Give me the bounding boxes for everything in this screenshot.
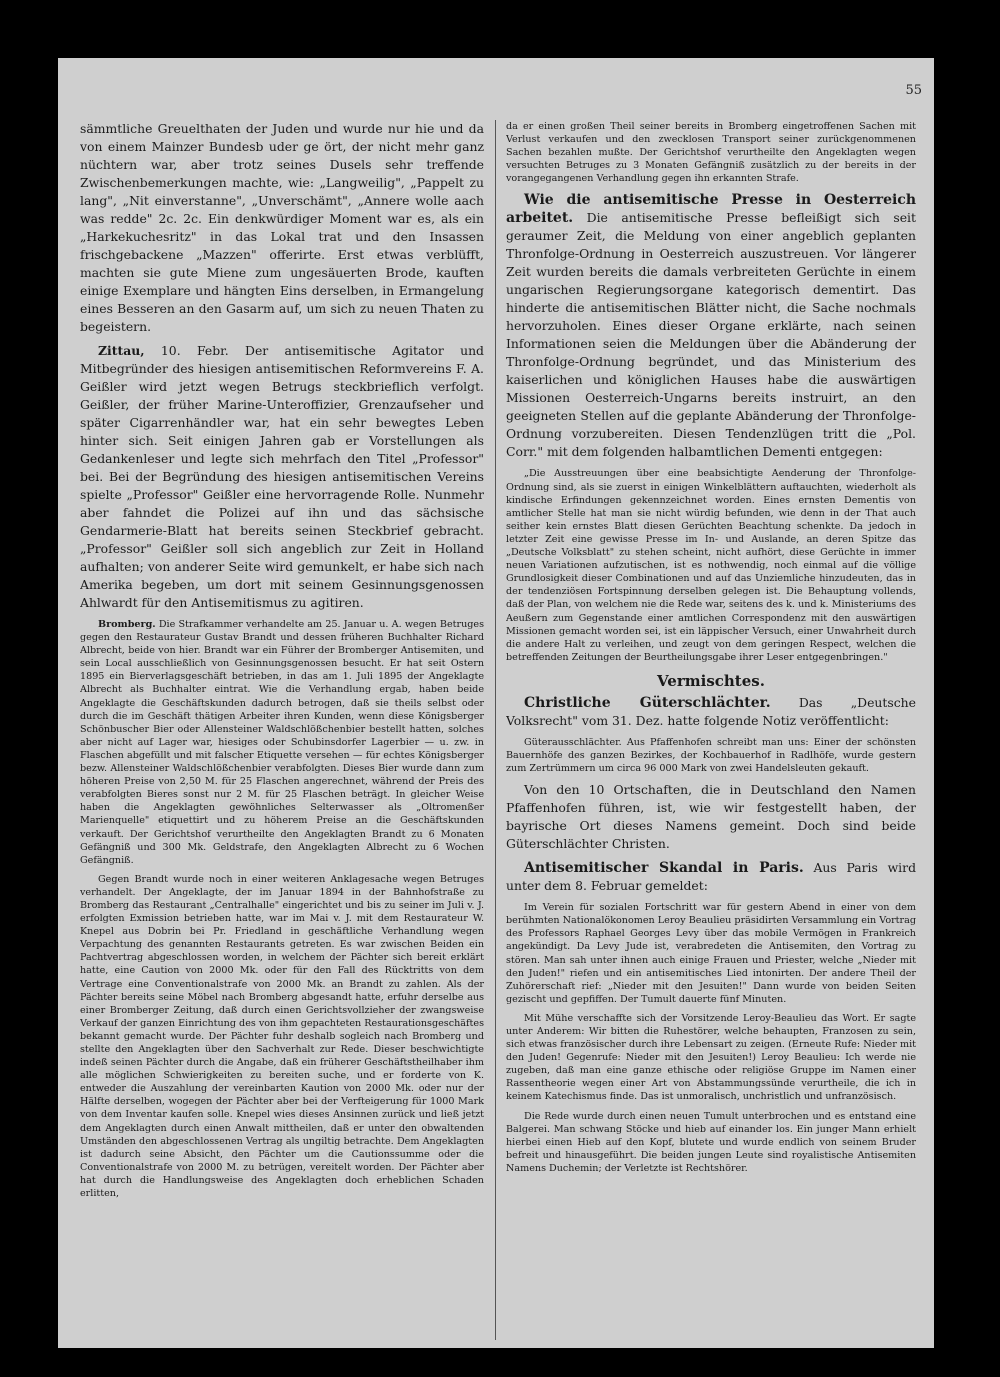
article-bromberg xyxy=(80,618,484,867)
article-text: Die antisemitische Presse befleißigt sich seit geraumer Zeit, die Meldung von einer angeblich geplanten Thronfolge-Ordnung in Oesterreich auszustreuen. Vor längerer Zeit wurden bereits die damals verbreiteten Gerüchte in einem ungarischen Regierungsorgane kategorisch dementirt. Das hinderte die antisemitischen Blätter nicht, die Sache nochmals hervorzuholen. Eines dieser Organe erklärte, nach seinen Informationen seien die Meldungen über die Abänderung der Thronfolge-Ordnung begründet, und das Ministerium des kaiserlichen und königlichen Hauses habe die auswärtigen Missionen Oesterreich-Ungarns bereits instruirt, an den geeigneten Stellen auf die geplante Abänderung der Thronfolge-Ordnung vorzubereiten. Diesen Tendenzlügen tritt die „Pol. Corr." mit dem folgenden halbamtlichen Dementi entgegen: xyxy=(506,210,916,460)
article-paris xyxy=(506,859,916,895)
article-christ xyxy=(506,694,916,730)
article-text: 10. Febr. Der antisemitische Agitator und Mitbegründer des hiesigen antisemitischen Reformvereins F. A. Geißler wird jetzt wegen Betrugs steckbrieflich verfolgt. Geißler, der früher Marine-Unteroffizier, Grenzaufseher und später Cigarrenhändler war, hat ein sehr bewegtes Leben hinter sich. Seit einigen Jahren gab er Vorstellungen als Gedankenleser und legte sich mehrfach den Titel „Professor" bei. Bei der Begründung des hiesigen antisemitischen Vereins spielte „Professor" Geißler eine hervorragende Rolle. Nunmehr aber fahndet die Polizei auf ihn und das sächsische Gendarmerie-Blatt hat bereits seinen Steckbrief gebracht. „Professor" Geißler soll sich angeblich zur Zeit in Holland aufhalten; von anderer Seite wird gemunkelt, er habe sich nach Amerika begeben, um dort mit seinem Gesinnungsgenossen Ahlwardt für den Antisemitismus zu agitiren. xyxy=(80,343,484,610)
article-paragraph: Gegen Brandt wurde noch in einer weiteren Anklagesache wegen Betruges verhandelt. Der Angeklagte, der im Januar 1894 in der Bahnhofstraße zu Bromberg das Restaurant „Centralhalle" eingerichtet und bis zu seiner im Juli v. J. erfolgten Exmission betrieben hatte, war im Mai v. J. mit dem Restaurateur W. Knepel aus Dobrin bei Pr. Friedland in geschäftliche Verhandlung wegen Verpachtung des genannten Restaurants getreten. Es war zwischen Beiden ein Pachtvertrag abgeschlossen worden, in welchem der Pächter sich bereit erklärt hatte, eine Caution von 2000 Mk. oder für den Fall des Rücktritts von dem Vertrage eine Conventionalstrafe von 2000 Mk. an Brandt zu zahlen. Als der Pächter bereits seine Möbel nach Bromberg abgesandt hatte, erfuhr derselbe aus einer Bromberger Zeitung, daß durch einen Gerichtsvollzieher der zwangsweise Verkauf der ganzen Einrichtung des von ihm gepachteten Restaurationsgeschäftes bekannt gemacht wurde. Der Pächter fuhr deshalb sogleich nach Bromberg und stellte den Angeklagten über den Sachverhalt zur Rede. Dieser beschwichtigte indeß seinen Pächter durch die Angabe, daß ein früherer Geschäftstheilhaber ihm alle möglichen Schwierigkeiten zu bereiten suche, und er forderte von K. entweder die Auszahlung der vereinbarten Kaution von 2000 Mk. oder nur der Hälfte derselben, wogegen der Pächter aber bei der Verfteigerung für 1000 Mark von dem Inventar kaufen solle. Knepel wies dieses Ansinnen zurück und ließ jetzt dem Angeklagten durch einen Anwalt mittheilen, daß er unter den obwaltenden Umständen den abgeschlossenen Vertrag als ungiltig betrachte. Dem Angeklagten ist dadurch seine Absicht, den Pächter um die Cautionssumme oder die Conventionalstrafe von 2000 M. zu betrügen, vereitelt worden. Der Pächter aber hat durch die Handlungsweise des Angeklagten doch erheblichen Schaden erlitten, xyxy=(80,873,484,1200)
article-heading: Christliche Güterschlächter. xyxy=(524,694,771,711)
page-number: 55 xyxy=(905,83,922,98)
quote-paragraph: Die Rede wurde durch einen neuen Tumult unterbrochen und es entstand eine Balgerei. Man schwang Stöcke und hieb auf einander los. Ein junger Mann erhielt hierbei einen Hieb auf den Kopf, blutete und wurde endlich von seinem Bruder befreit und hinausgeführt. Die beiden jungen Leute sind royalistische Antisemiten Namens Duchemin; der Verletzte ist Rechtshörer. xyxy=(506,1110,916,1174)
quote-paragraph: Mit Mühe verschaffte sich der Vorsitzende Leroy-Beaulieu das Wort. Er sagte unter Anderem: Wir bitten die Ruhestörer, welche behaupten, Franzosen zu sein, sich etwas französischer durch ihre Lebensart zu zeigen. (Erneute Rufe: Nieder mit den Juden! Gegenrufe: Nieder mit den Jesuiten!) Leroy Beaulieu: Ich werde nie zugeben, daß man eine ganze ethische oder religiöse Gruppe im Namen einer Rassentheorie wegen einer Art von Abstammungssünde verurtheile, die ich in keinem Katechismus finde. Das ist unmoralisch, unchristlich und unfranzösisch. xyxy=(506,1012,916,1103)
article-heading: Antisemitischer Skandal in Paris. xyxy=(524,860,804,877)
article-heading: Wie die antisemitische Presse in Oesterreich arbeitet. xyxy=(506,192,916,227)
article-text: Aus Paris wird unter dem 8. Februar gemeldet: xyxy=(506,860,916,894)
article-paragraph: Von den 10 Ortschaften, die in Deutschland den Namen Pfaffenhofen führen, ist, wie wir festgestellt haben, der bayrische Ort dieses Namens gemeint. Doch sind beide Güterschlächter Christen. xyxy=(506,782,916,852)
section-title: Vermischtes. xyxy=(657,671,765,690)
article-text: Das „Deutsche Volksrecht" vom 31. Dez. hatte folgende Notiz veröffentlicht: xyxy=(506,694,916,728)
left-column xyxy=(80,120,484,1206)
article-zittau xyxy=(80,342,484,612)
article-paragraph: da er einen großen Theil seiner bereits in Bromberg eingetroffenen Sachen mit Verlust verkaufen und den zwecklosen Transport seiner zurückgenommenen Sachen bezahlen mußte. Der Gerichtshof verurtheilte den Angeklagten wegen versuchten Betruges zu 3 Monaten Gefängniß zusätzlich zu der bereits in der vorangegangenen Verhandlung gegen ihn erkannten Strafe. xyxy=(506,121,916,185)
quote-paragraph: Güterausschlächter. Aus Pfaffenhofen schreibt man uns: Einer der schönsten Bauernhöfe des ganzen Bezirkes, der Kochbauerhof in Radlhöfe, wurde gestern zum Zertrümmern um circa 96 000 Mark von zwei Handelsleuten gekauft. xyxy=(506,736,916,775)
newspaper-page xyxy=(58,58,934,1348)
quote-paragraph: Im Verein für sozialen Fortschritt war für gestern Abend in einer von dem berühmten Nationalökonomen Leroy Beaulieu präsidirten Versammlung ein Vortrag des Professors Raphael Georges Levy über das mobile Vermögen in Frankreich angekündigt. Da Levy Jude ist, verabredeten die Antisemiten, den Vortrag zu stören. Man sah unter ihnen auch einige Frauen und Priester, welche „Nieder mit den Juden!" riefen und ein antisemitisches Lied intonirten. Der andere Theil der Zuhörerschaft rief: „Nieder mit den Jesuiten!" Dann wurde von beiden Seiten gezischt und gepfiffen. Der Tumult dauerte fünf Minuten. xyxy=(506,902,916,1005)
right-column xyxy=(506,120,916,1181)
quote-paragraph: „Die Ausstreuungen über eine beabsichtigte Aenderung der Thronfolge-Ordnung sind, als sie zuerst in einigen Winkelblättern auftauchten, wiederholt als kindische Erfindungen gekennzeichnet worden. Eines ernsten Dementis von amtlicher Stelle hat man sie nicht würdig befunden, wie denn in der That auch seither kein ernstes Blatt diesen Gerüchten Beachtung schenkte. Da jedoch in letzter Zeit eine gewisse Presse im In- und Auslande, an deren Spitze das „Deutsche Volksblatt" zu stehen scheint, nicht aufhört, diese Gerüchte in immer neuen Variationen aufzutischen, ist es nothwendig, noch einmal auf die völlige Grundlosigkeit dieser Combinationen und auf das Unziemliche hinzudeuten, das in der tendenziösen Fortspinnung derselben gelegen ist. Die Behauptung vollends, daß der Plan, von welchem nie die Rede war, seitens des k. und k. Ministeriums des Aeußern zum Gegenstande einer amtlichen Correspondenz mit den auswärtigen Missionen gemacht worden sei, ist ein läppischer Versuch, einer Unwahrheit durch die andere Halt zu verleihen, und zeugt von dem geringen Respect, welchen die betreffenden Zeitungen der Beurtheilungsgabe ihrer Leser entgegenbringen." xyxy=(506,468,916,663)
place-heading: Bromberg. xyxy=(98,619,156,630)
place-heading: Zittau, xyxy=(98,343,145,358)
article-presse xyxy=(506,191,916,461)
column-rule xyxy=(495,120,496,1340)
article-paragraph: sämmtliche Greuelthaten der Juden und wurde nur hie und da von einem Mainzer Bundesb uder ge ört, der nicht mehr ganz nüchtern war, aber trotz seines Dusels sehr treffende Zwischenbemerkungen machte, wie: „Langweilig", „Pappelt zu lang", „Nit einverstanne", „Unverschämt", „Annere wolle aach was redde" 2c. 2c. Ein denkwürdiger Moment war es, als ein „Harkekuchesritz" in das Lokal trat und den Insassen frischgebackene „Mazzen" offerirte. Erst etwas verblüfft, machten sie gute Miene zum ungesäuerten Brode, kauften einige Exemplare und hängten Eins derselben, in Ermangelung eines Besseren an den Gasarm auf, um sich zu neuen Thaten zu begeistern. xyxy=(80,121,484,334)
article-text: Die Strafkammer verhandelte am 25. Januar u. A. wegen Betruges gegen den Restaurateur Gustav Brandt und dessen früheren Buchhalter Richard Albrecht, beide von hier. Brandt war ein Führer der Bromberger Antisemiten, und sein Local ausschließlich von Gesinnungsgenossen besucht. Er hat seit Ostern 1895 ein Bierverlagsgeschäft betrieben, in das am 1. Juli 1895 der Angeklagte Albrecht als Buchhalter eintrat. Wie die Verhandlung ergab, haben beide Angeklagte die Geschäftskunden dadurch betrogen, daß sie theils selbst oder durch die im Geschäft thätigen Arbeiter ihren Kunden, wenn diese Königsberger Schönbuscher Bier oder Allensteiner Waldschlößchenbier bestellt hatten, solches aber nicht auf Lager war, hiesiges oder Schubinsdorfer Lagerbier — u. zw. in Flaschen abgefüllt und mit falscher Etiquette versehen — für echtes Königsberger bezw. Allensteiner Waldschlößchenbier verabfolgten. Dieses Bier wurde dann zum höheren Preise von 2,50 M. für 25 Flaschen angerechnet, während der Preis des verabfolgten Bieres sonst nur 2 M. für 25 Flaschen beträgt. In gleicher Weise haben die Angeklagten gewöhnliches Selterwasser als „Oltromenßer Marienquelle" etiquettirt und zu höherem Preise an die Geschäftskunden verkauft. Der Gerichtshof verurtheilte den Angeklagten Brandt zu 6 Monaten Gefängniß und 300 Mk. Geldstrafe, den Angeklagten Albrecht zu 6 Wochen Gefängniß. xyxy=(80,619,484,866)
